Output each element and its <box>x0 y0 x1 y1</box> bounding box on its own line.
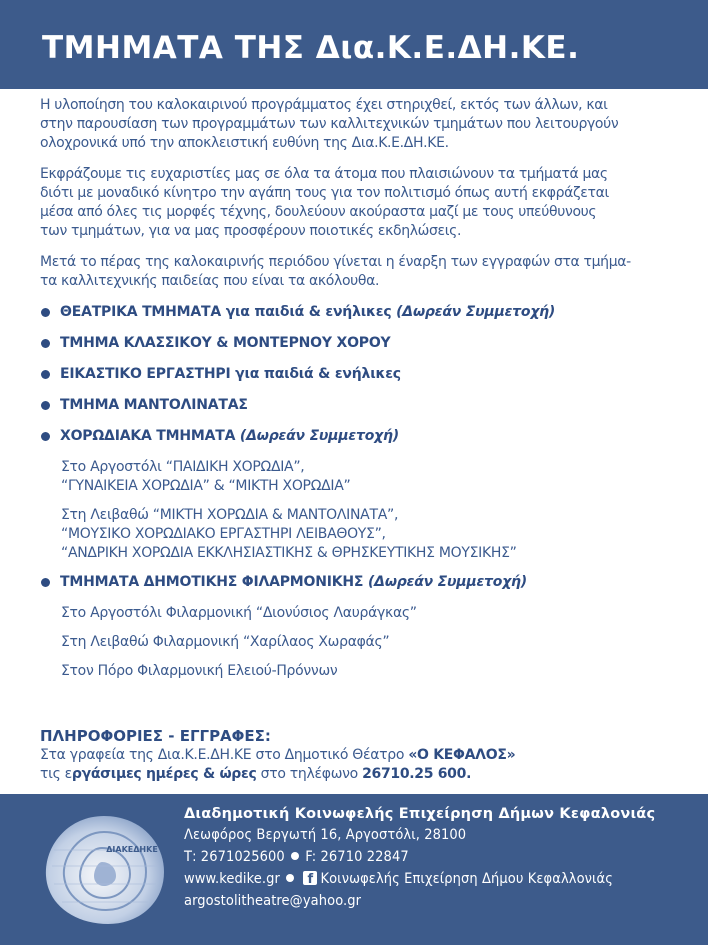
department-item <box>40 365 672 390</box>
department-name: ΧΟΡΩΔΙΑΚΑ ΤΜΗΜΑΤΑ <box>60 428 240 444</box>
org-tel: Τ: 2671025600 <box>184 849 285 865</box>
info-line-1-text: Στα γραφεία της Δια.Κ.Ε.ΔΗ.ΚΕ στο Δημοτικό Θέατρο <box>40 747 409 763</box>
shell-logo-icon <box>40 810 168 928</box>
location-line: “ΜΟΥΣΙΚΟ ΧΟΡΩΔΙΑΚΟ ΕΡΓΑΣΤΗΡΙ ΛΕΙΒΑΘΟΥΣ”, <box>61 526 386 542</box>
paragraph-line: Η υλοποίηση του καλοκαιρινού προγράμματος έχει στηριχθεί, εκτός των άλλων, και <box>40 97 608 113</box>
location-line: Στη Λειβαθώ Φιλαρμονική “Χαρίλαος Χωραφάς” <box>61 634 390 650</box>
info-line-2-prefix: τις ε <box>40 766 72 782</box>
location-line: Στο Αργοστόλι Φιλαρμονική “Διονύσιος Λαυράγκας” <box>61 605 417 621</box>
org-address: Λεωφόρος Βεργωτή 16, Αργοστόλι, 28100 <box>184 827 467 843</box>
department-list <box>40 303 672 681</box>
location-line: “ΓΥΝΑΙΚΕΙΑ ΧΟΡΩΔΙΑ” & “ΜΙΚΤΗ ΧΟΡΩΔΙΑ” <box>61 478 351 494</box>
department-name: ΤΜΗΜΑ ΜΑΝΤΟΛΙΝΑΤΑΣ <box>60 397 248 413</box>
paragraph-line: μέσα από όλες τις μορφές τέχνης, δουλεύουν ακούραστα μαζί με τους υπεύθυνους <box>40 204 597 220</box>
location-line: Στον Πόρο Φιλαρμονική Ελειού-Πρόννων <box>61 663 338 679</box>
separator-dot-icon <box>291 852 299 860</box>
department-name: ΕΙΚΑΣΤΙΚΟ ΕΡΓΑΣΤΗΡΙ για παιδιά & ενήλικες <box>60 366 401 382</box>
paragraph-line: διότι με μοναδικό κίνητρο την αγάπη τους για τον πολιτισμό όπως αυτή εκφράζεται <box>40 185 609 201</box>
org-name: Διαδημοτική Κοινωφελής Επιχείρηση Δήμων Κεφαλονιάς <box>184 806 656 822</box>
info-line-2 <box>40 765 680 784</box>
location-line: Στο Αργοστόλι “ΠΑΙΔΙΚΗ ΧΟΡΩΔΙΑ”, <box>61 459 305 475</box>
info-line-1 <box>40 746 680 765</box>
location-line: Στη Λειβαθώ “ΜΙΚΤΗ ΧΟΡΩΔΙΑ & ΜΑΝΤΟΛΙΝΑΤΑ”, <box>61 507 399 523</box>
org-web <box>184 868 694 890</box>
paragraph-line: Μετά το πέρας της καλοκαιρινής περιόδου γίνεται η έναρξη των εγγραφών στα τμήμα- <box>40 254 631 270</box>
department-location <box>40 604 672 623</box>
facebook-icon <box>303 871 317 885</box>
info-line-2-mid: στο τηλέφωνο <box>256 766 363 782</box>
department-item <box>40 396 672 421</box>
website-link[interactable]: www.kedike.gr <box>184 871 280 887</box>
department-location <box>40 662 672 681</box>
bullet-icon <box>41 401 50 410</box>
bullet-icon <box>41 339 50 348</box>
intro-paragraph <box>40 96 672 153</box>
intro-paragraph <box>40 165 672 241</box>
department-name: ΘΕΑΤΡΙΚΑ ΤΜΗΜΑΤΑ για παιδιά & ενήλικες <box>60 304 397 320</box>
free-participation-note: (Δωρεάν Συμμετοχή) <box>367 574 527 590</box>
bullet-icon <box>41 578 50 587</box>
department-name: ΤΜΗΜΑ ΚΛΑΣΣΙΚΟΥ & ΜΟΝΤΕΡΝΟΥ ΧΟΡΟΥ <box>60 335 391 351</box>
org-email[interactable]: argostolitheatre@yahoo.gr <box>184 893 362 909</box>
bullet-icon <box>41 308 50 317</box>
department-location <box>40 458 672 496</box>
bullet-icon <box>41 432 50 441</box>
theatre-name: «Ο ΚΕΦΑΛΟΣ» <box>408 747 516 763</box>
department-name: ΤΜΗΜΑΤΑ ΔΗΜΟΤΙΚΗΣ ΦΙΛΑΡΜΟΝΙΚΗΣ <box>60 574 368 590</box>
free-participation-note: (Δωρεάν Συμμετοχή) <box>239 428 399 444</box>
logo-text: ΔΙΑΚΕΔΗΚΕ <box>106 845 158 854</box>
intro-paragraphs <box>40 96 672 291</box>
free-participation-note: (Δωρεάν Συμμετοχή) <box>396 304 556 320</box>
paragraph-line: ολοχρονικά υπό την αποκλειστική ευθύνη της Δια.Κ.Ε.ΔΗ.ΚΕ. <box>40 135 449 151</box>
bullet-icon <box>41 370 50 379</box>
footer-contact <box>184 804 694 912</box>
paragraph-line: Εκφράζουμε τις ευχαριστίες μας σε όλα τα άτομα που πλαισιώνουν τα τμήματά μας <box>40 166 608 182</box>
facebook-page-link[interactable]: Κοινωφελής Επιχείρηση Δήμου Κεφαλλονιάς <box>320 871 614 887</box>
intro-paragraph <box>40 253 672 291</box>
main-content <box>40 96 672 691</box>
info-phone: 26710.25 600. <box>362 766 472 782</box>
separator-dot-icon <box>286 874 294 882</box>
page-title: ΤΜΗΜΑΤΑ ΤΗΣ Δια.Κ.Ε.ΔΗ.ΚΕ. <box>42 30 580 66</box>
paragraph-line: στην παρουσίαση των προγραμμάτων των καλλιτεχνικών τμημάτων που λειτουργούν <box>40 116 619 132</box>
department-location <box>40 633 672 652</box>
department-item <box>40 303 672 328</box>
working-hours: ργάσιμες ημέρες & ώρες <box>71 766 257 782</box>
org-fax: F: 26710 22847 <box>305 849 409 865</box>
info-section <box>40 727 680 784</box>
department-item <box>40 427 672 452</box>
org-phones <box>184 846 694 868</box>
department-item <box>40 573 672 598</box>
department-location <box>40 506 672 563</box>
info-title: ΠΛΗΡΟΦΟΡΙΕΣ - ΕΓΓΡΑΦΕΣ: <box>40 727 271 745</box>
paragraph-line: τα καλλιτεχνικής παιδείας που είναι τα ακόλουθα. <box>40 273 380 289</box>
paragraph-line: των τμημάτων, για να μας προσφέρουν ποιοτικές εκδηλώσεις. <box>40 223 462 239</box>
location-line: “ΑΝΔΡΙΚΗ ΧΟΡΩΔΙΑ ΕΚΚΛΗΣΙΑΣΤΙΚΗΣ & ΘΡΗΣΚΕΥΤΙΚΗΣ ΜΟΥΣΙΚΗΣ” <box>61 545 517 561</box>
header-banner <box>0 0 708 89</box>
department-item <box>40 334 672 359</box>
footer <box>0 794 708 945</box>
